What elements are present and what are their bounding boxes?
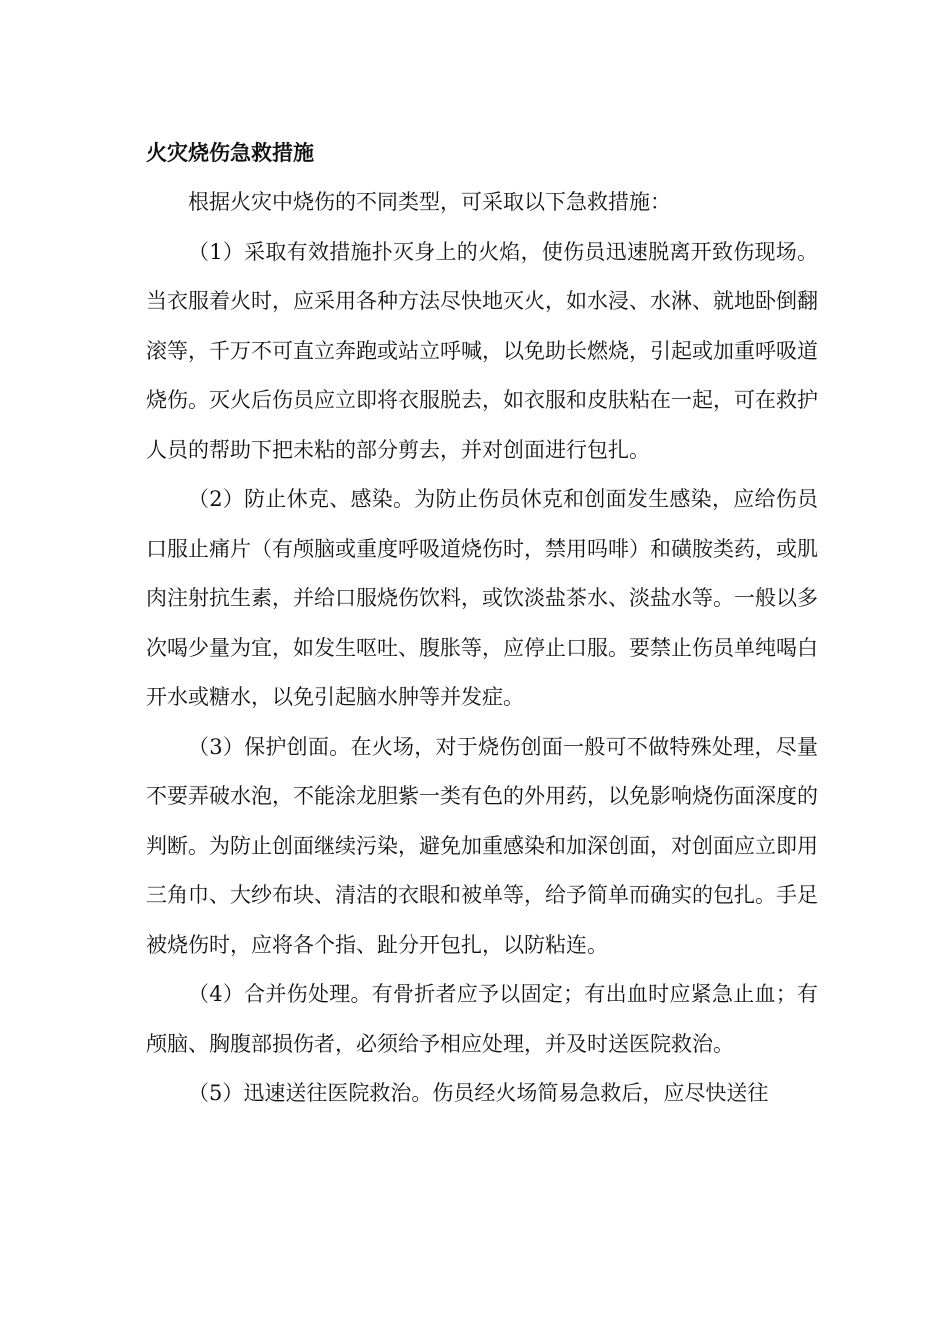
document-body — [146, 128, 818, 1119]
document-title: 火灾烧伤急救措施 — [146, 141, 314, 165]
paragraph-5: （5）迅速送往医院救治。伤员经火场简易急救后，应尽快送往 — [188, 1081, 769, 1105]
paragraph-3: （3）保护创面。在火场，对于烧伤创面一般可不做特殊处理，尽量不要弄破水泡，不能涂龙胆紫一类有色的外用药，以免影响烧伤面深度的判断。为防止创面继续污染，避免加重感染和加深创面，对创面应立即用三角巾、大纱布块、清洁的衣眼和被单等，给予简单而确实的包扎。手足被烧伤时，应将各个指、趾分开包扎，以防粘连。 — [146, 734, 818, 957]
paragraph-1: （1）采取有效措施扑灭身上的火焰，使伤员迅速脱离开致伤现场。当衣服着火时，应采用各种方法尽快地灭火，如水浸、水淋、就地卧倒翻滚等，千万不可直立奔跑或站立呼喊，以免助长燃烧，引起或加重呼吸道烧伤。灭火后伤员应立即将衣服脱去，如衣服和皮肤粘在一起，可在救护人员的帮助下把未粘的部分剪去，并对创面进行包扎。 — [146, 239, 818, 462]
paragraph-2: （2）防止休克、感染。为防止伤员休克和创面发生感染，应给伤员口服止痛片（有颅脑或重度呼吸道烧伤时，禁用吗啡）和磺胺类药，或肌肉注射抗生素，并给口服烧伤饮料，或饮淡盐茶水、淡盐水等。一般以多次喝少量为宜，如发生呕吐、腹胀等，应停止口服。要禁止伤员单纯喝白开水或糖水，以免引起脑水肿等并发症。 — [146, 487, 818, 709]
paragraph-4: （4）合并伤处理。有骨折者应予以固定；有出血时应紧急止血；有颅脑、胸腹部损伤者，必须给予相应处理，并及时送医院救治。 — [146, 982, 818, 1056]
intro-paragraph: 根据火灾中烧伤的不同类型，可采取以下急救措施： — [188, 190, 671, 214]
